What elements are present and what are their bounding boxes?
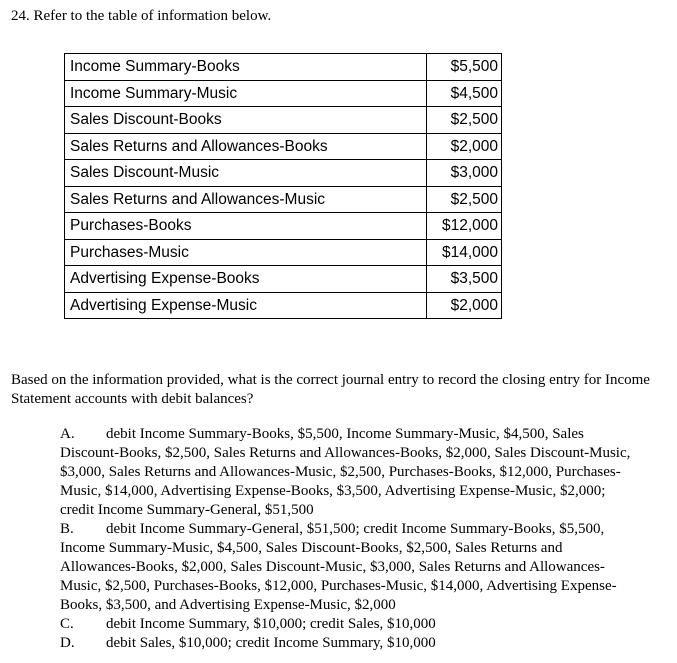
account-name: Purchases-Music (65, 239, 427, 266)
account-amount: $12,000 (427, 213, 502, 240)
answer-choices (60, 425, 635, 653)
account-amount: $2,500 (427, 186, 502, 213)
account-name: Income Summary-Books (65, 54, 427, 81)
table-row (65, 160, 502, 187)
choice-text: debit Income Summary-Books, $5,500, Income Summary-Music, $4,500, Sales Discount-Books, $2,500, Sales Returns and Allowances-Books, $2,000, Sales Discount-Music, $3,000, Sales Returns and Allowances-Music, $2,500, Purchases-Books, $12,000, Purchases-Music, $14,000, Advertising Expense-Books, $3,500, Advertising Expense-Music, $2,000; credit Income Summary-General, $51,500 (60, 426, 631, 518)
choice-text: debit Income Summary, $10,000; credit Sales, $10,000 (106, 616, 436, 632)
choice-text: debit Income Summary-General, $51,500; credit Income Summary-Books, $5,500, Income Summary-Music, $4,500, Sales Discount-Books, $2,500, Sales Returns and Allowances-Books, $2,000, Sales Discount-Music, $3,000, Sales Returns and Allowances-Music, $2,500, Purchases-Books, $12,000, Purchases-Music, $14,000, Advertising Expense-Books, $3,500, and Advertising Expense-Music, $2,000 (60, 521, 617, 613)
table-row (65, 213, 502, 240)
table-row (65, 186, 502, 213)
table-row (65, 239, 502, 266)
choice-letter: C. (60, 616, 74, 632)
choice-letter: A. (60, 426, 75, 442)
account-name: Sales Returns and Allowances-Music (65, 186, 427, 213)
account-name: Advertising Expense-Music (65, 292, 427, 319)
account-amount: $4,500 (427, 80, 502, 107)
account-name: Income Summary-Music (65, 80, 427, 107)
account-amount: $14,000 (427, 239, 502, 266)
answer-choice-a[interactable] (60, 425, 635, 520)
choice-letter: B. (60, 521, 74, 537)
table-row (65, 266, 502, 293)
account-amount: $2,000 (427, 133, 502, 160)
account-name: Advertising Expense-Books (65, 266, 427, 293)
answer-choice-c[interactable] (60, 615, 635, 634)
account-balances-table (64, 53, 502, 319)
question-title: 24. Refer to the table of information below. (11, 8, 272, 24)
table-row (65, 54, 502, 81)
choice-text: debit Sales, $10,000; credit Income Summary, $10,000 (106, 635, 436, 651)
account-amount: $3,500 (427, 266, 502, 293)
account-amount: $3,000 (427, 160, 502, 187)
account-amount: $2,500 (427, 107, 502, 134)
answer-choice-d[interactable] (60, 634, 635, 653)
account-name: Sales Returns and Allowances-Books (65, 133, 427, 160)
account-amount: $5,500 (427, 54, 502, 81)
table-row (65, 80, 502, 107)
account-name: Sales Discount-Books (65, 107, 427, 134)
account-amount: $2,000 (427, 292, 502, 319)
table-row (65, 133, 502, 160)
account-name: Purchases-Books (65, 213, 427, 240)
table-row (65, 292, 502, 319)
table-row (65, 107, 502, 134)
choice-letter: D. (60, 635, 75, 651)
question-prompt: Based on the information provided, what is the correct journal entry to record the closing entry for Income Statement accounts with debit balances? (11, 372, 650, 407)
answer-choice-b[interactable] (60, 520, 635, 615)
account-name: Sales Discount-Music (65, 160, 427, 187)
